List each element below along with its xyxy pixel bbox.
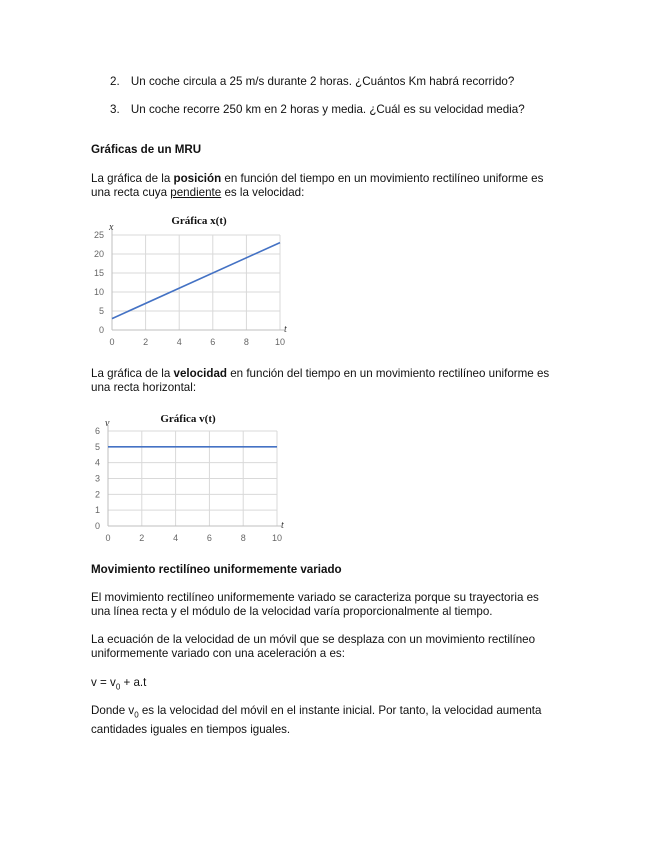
- text: es la velocidad:: [221, 186, 305, 200]
- exercise-2: [110, 75, 514, 89]
- chart-title: Gráfica x(t): [171, 215, 227, 227]
- y-tick-label: 25: [93, 230, 104, 240]
- initial-velocity-paragraph: [91, 704, 581, 737]
- chart-title: Gráfica v(t): [160, 413, 216, 425]
- exercise-number: 3.: [110, 103, 120, 116]
- y-tick-label: 3: [94, 473, 100, 484]
- text: una recta horizontal:: [91, 381, 197, 395]
- x-tick-label: 6: [206, 533, 212, 543]
- y-tick-label: 1: [94, 505, 100, 516]
- x-tick-label: 6: [210, 337, 216, 347]
- velocity-graph-paragraph: [91, 367, 571, 395]
- exercise-3: [110, 103, 525, 117]
- text: uniformemente variado con una aceleración a es:: [91, 647, 345, 661]
- mruv-definition-paragraph: [91, 591, 571, 619]
- text: es la velocidad del móvil en el instante inicial. Por tanto, la velocidad aumenta: [138, 704, 542, 717]
- position-graph-paragraph: [91, 172, 571, 200]
- text: v = v: [91, 676, 116, 689]
- y-axis-label: x: [109, 222, 114, 233]
- y-tick-label: 10: [93, 287, 104, 297]
- subscript: 0: [134, 710, 139, 720]
- velocity-time-chart: [88, 408, 308, 548]
- y-tick-label: 4: [94, 457, 100, 468]
- position-time-chart: [88, 212, 308, 352]
- text: una recta cuya: [91, 186, 171, 200]
- y-tick-label: 20: [93, 249, 104, 259]
- y-axis-label: v: [105, 418, 110, 429]
- subscript: 0: [115, 682, 121, 692]
- text: La gráfica de la: [91, 172, 174, 185]
- exercise-text: Un coche circula a 25 m/s durante 2 horas. ¿Cuántos Km habrá recorrido?: [130, 75, 515, 88]
- y-tick-label: 5: [98, 306, 104, 316]
- y-tick-label: 6: [94, 426, 100, 436]
- y-tick-label: 0: [98, 325, 104, 335]
- text: La ecuación de la velocidad de un móvil que se desplaza con un movimiento rectilíneo: [91, 633, 536, 646]
- y-tick-label: 2: [94, 489, 100, 500]
- x-tick-label: 8: [240, 533, 246, 543]
- x-tick-label: 0: [109, 337, 115, 347]
- x-tick-label: 4: [173, 533, 179, 543]
- exercise-number: 2.: [110, 75, 120, 88]
- text: en función del tiempo en un movimiento rectilíneo uniforme es: [226, 367, 550, 380]
- underlined-pendiente: pendiente: [170, 186, 222, 200]
- bold-velocidad: velocidad: [173, 367, 227, 380]
- x-tick-label: 10: [271, 533, 283, 543]
- x-tick-label: 10: [274, 337, 286, 347]
- y-tick-label: 0: [94, 521, 100, 531]
- text: La gráfica de la: [91, 367, 174, 380]
- text: cantidades iguales en tiempos iguales.: [91, 722, 291, 736]
- velocity-equation: [91, 676, 571, 695]
- x-axis-label: t: [284, 324, 287, 335]
- y-tick-label: 5: [94, 441, 100, 452]
- exercise-text: Un coche recorre 250 km en 2 horas y media. ¿Cuál es su velocidad media?: [130, 103, 525, 116]
- section-heading-mruv: Movimiento rectilíneo uniformemente variado: [91, 563, 342, 576]
- velocity-equation-intro: [91, 633, 571, 661]
- x-axis-label: t: [281, 520, 284, 531]
- text: El movimiento rectilíneo uniformemente variado se caracteriza porque su trayectoria es: [91, 591, 539, 604]
- x-tick-label: 2: [139, 533, 145, 543]
- x-tick-label: 8: [243, 337, 249, 347]
- text: Donde v: [91, 704, 135, 717]
- section-heading-graficas-mru: Gráficas de un MRU: [91, 143, 202, 156]
- text: una línea recta y el módulo de la velocidad varía proporcionalmente al tiempo.: [91, 605, 493, 619]
- x-tick-label: 0: [105, 533, 111, 543]
- x-tick-label: 2: [143, 337, 149, 347]
- x-tick-label: 4: [176, 337, 182, 347]
- y-tick-label: 15: [93, 268, 104, 278]
- text: en función del tiempo en un movimiento rectilíneo uniforme es: [221, 172, 544, 185]
- bold-posicion: posición: [173, 172, 222, 185]
- text: + a.t: [120, 676, 147, 689]
